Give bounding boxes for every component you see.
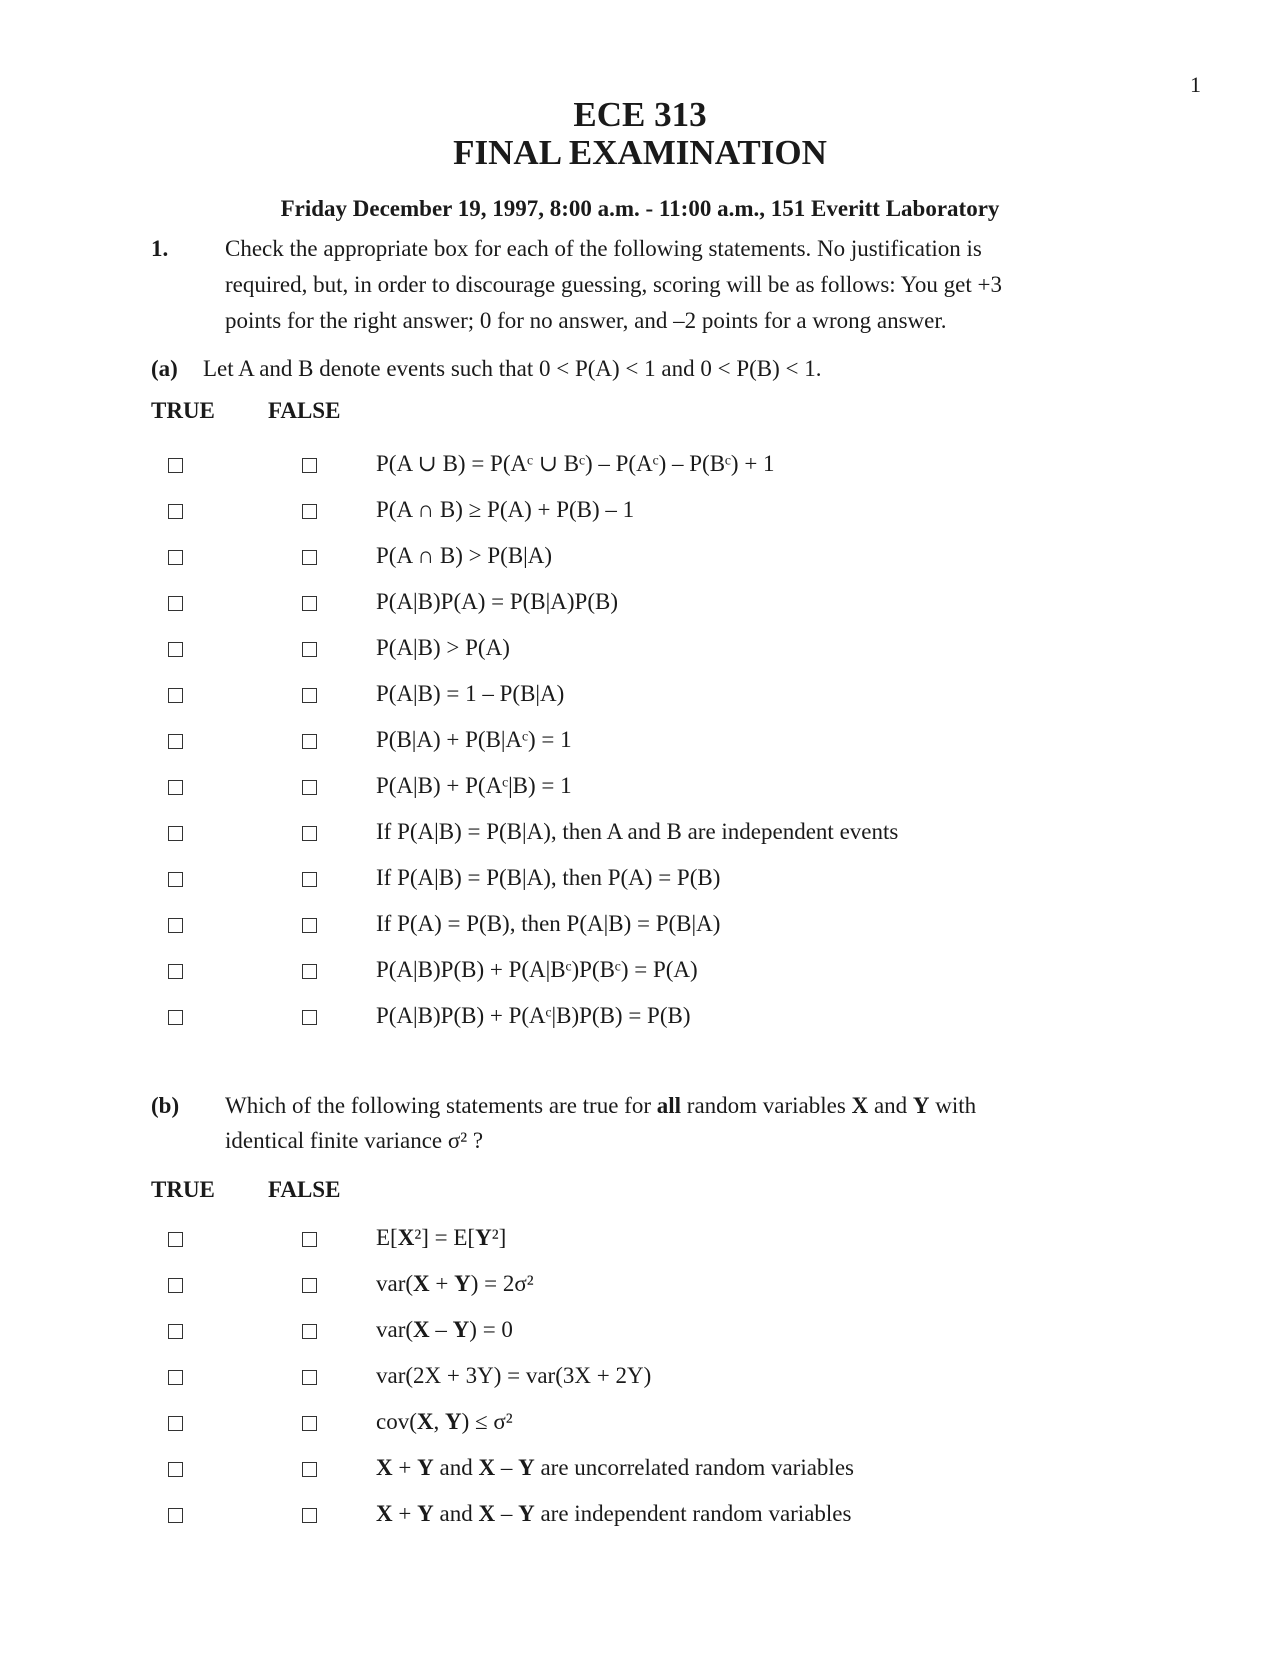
part-a-label: (a) — [151, 356, 178, 381]
part-a-false-checkbox[interactable] — [302, 504, 317, 519]
instructions-line-2: required, but, in order to discourage guessing, scoring will be as follows: You get +3 — [225, 272, 1002, 297]
part-b-text-all: all — [656, 1093, 682, 1118]
exam-course-title: ECE 313 — [573, 95, 707, 134]
question-number: 1. — [151, 236, 169, 261]
part-b-false-checkbox[interactable] — [302, 1370, 317, 1385]
part-a-true-header: TRUE — [151, 398, 215, 423]
part-b-text-line-1 — [225, 1093, 976, 1119]
part-a-statement: P(A|B) = 1 – P(B|A) — [376, 681, 565, 706]
part-b-false-checkbox[interactable] — [302, 1278, 317, 1293]
part-a-statement: If P(A|B) = P(B|A), then P(A) = P(B) — [376, 865, 721, 890]
part-b-true-checkbox[interactable] — [168, 1278, 183, 1293]
part-b-false-checkbox[interactable] — [302, 1416, 317, 1431]
part-a-false-checkbox[interactable] — [302, 964, 317, 979]
part-b-true-checkbox[interactable] — [168, 1232, 183, 1247]
part-b-statement: var(X + Y) = 2σ² — [376, 1271, 534, 1296]
part-a-false-checkbox[interactable] — [302, 642, 317, 657]
part-a-true-checkbox[interactable] — [168, 826, 183, 841]
part-a-false-checkbox[interactable] — [302, 458, 317, 473]
part-a-true-checkbox[interactable] — [168, 550, 183, 565]
part-a-false-checkbox[interactable] — [302, 596, 317, 611]
part-b-true-checkbox[interactable] — [168, 1370, 183, 1385]
part-b-false-checkbox[interactable] — [302, 1232, 317, 1247]
part-b-statement: var(X – Y) = 0 — [376, 1317, 513, 1342]
part-b-statement: var(2X + 3Y) = var(3X + 2Y) — [376, 1363, 652, 1388]
part-b-statement: E[X²] = E[Y²] — [376, 1225, 507, 1250]
part-a-statement: P(A ∪ B) = P(Aᶜ ∪ Bᶜ) – P(Aᶜ) – P(Bᶜ) + 1 — [376, 451, 775, 476]
part-b-label: (b) — [151, 1093, 180, 1118]
part-b-true-header: TRUE — [151, 1177, 215, 1202]
part-a-statement: P(A|B)P(B) + P(A|Bᶜ)P(Bᶜ) = P(A) — [376, 957, 698, 982]
part-a-false-checkbox[interactable] — [302, 826, 317, 841]
part-a-text: Let A and B denote events such that 0 < P(A) < 1 and 0 < P(B) < 1. — [203, 356, 822, 381]
part-a-true-checkbox[interactable] — [168, 734, 183, 749]
part-b-text-with: with — [929, 1093, 977, 1118]
part-b-statement: X + Y and X – Y are uncorrelated random variables — [376, 1455, 854, 1480]
part-a-statement: P(A|B)P(B) + P(Aᶜ|B)P(B) = P(B) — [376, 1003, 691, 1028]
part-b-var-y: Y — [912, 1093, 930, 1118]
part-a-true-checkbox[interactable] — [168, 458, 183, 473]
part-a-statement: P(A|B) + P(Aᶜ|B) = 1 — [376, 773, 572, 798]
part-a-true-checkbox[interactable] — [168, 780, 183, 795]
part-b-true-checkbox[interactable] — [168, 1324, 183, 1339]
part-a-statement: P(A|B) > P(A) — [376, 635, 510, 660]
part-a-statement: P(A|B)P(A) = P(B|A)P(B) — [376, 589, 618, 614]
part-a-true-checkbox[interactable] — [168, 872, 183, 887]
part-a-false-checkbox[interactable] — [302, 918, 317, 933]
part-a-statement: P(A ∩ B) ≥ P(A) + P(B) – 1 — [376, 497, 635, 522]
part-b-statement: X + Y and X – Y are independent random variables — [376, 1501, 852, 1526]
part-a-statement: P(A ∩ B) > P(B|A) — [376, 543, 553, 568]
part-a-true-checkbox[interactable] — [168, 504, 183, 519]
part-b-false-checkbox[interactable] — [302, 1324, 317, 1339]
part-a-false-checkbox[interactable] — [302, 688, 317, 703]
instructions-line-3: points for the right answer; 0 for no answer, and –2 points for a wrong answer. — [225, 308, 947, 333]
part-a-true-checkbox[interactable] — [168, 1010, 183, 1025]
part-b-false-header: FALSE — [268, 1177, 341, 1202]
part-b-text-and: and — [868, 1093, 913, 1118]
instructions-line-1: Check the appropriate box for each of the following statements. No justification is — [225, 236, 982, 261]
exam-dateline: Friday December 19, 1997, 8:00 a.m. - 11:00 a.m., 151 Everitt Laboratory — [280, 196, 1000, 221]
part-b-var-x: X — [851, 1093, 869, 1118]
part-a-false-checkbox[interactable] — [302, 872, 317, 887]
page-number: 1 — [1190, 72, 1201, 97]
part-b-text-line-2: identical finite variance σ² ? — [225, 1128, 484, 1153]
part-a-false-checkbox[interactable] — [302, 734, 317, 749]
part-a-statement: If P(A|B) = P(B|A), then A and B are independent events — [376, 819, 899, 844]
part-b-text-mid: random variables — [681, 1093, 852, 1118]
part-a-true-checkbox[interactable] — [168, 596, 183, 611]
part-a-statement: P(B|A) + P(B|Aᶜ) = 1 — [376, 727, 572, 752]
part-b-false-checkbox[interactable] — [302, 1462, 317, 1477]
part-a-false-checkbox[interactable] — [302, 1010, 317, 1025]
part-a-true-checkbox[interactable] — [168, 964, 183, 979]
part-a-statement: If P(A) = P(B), then P(A|B) = P(B|A) — [376, 911, 721, 936]
part-a-true-checkbox[interactable] — [168, 642, 183, 657]
part-b-text-pre: Which of the following statements are true for — [225, 1093, 657, 1118]
part-a-false-checkbox[interactable] — [302, 550, 317, 565]
part-b-statement: cov(X, Y) ≤ σ² — [376, 1409, 513, 1434]
exam-title: FINAL EXAMINATION — [453, 133, 827, 172]
part-a-true-checkbox[interactable] — [168, 918, 183, 933]
part-a-false-header: FALSE — [268, 398, 341, 423]
part-b-true-checkbox[interactable] — [168, 1462, 183, 1477]
part-b-false-checkbox[interactable] — [302, 1508, 317, 1523]
part-a-true-checkbox[interactable] — [168, 688, 183, 703]
part-b-true-checkbox[interactable] — [168, 1416, 183, 1431]
part-b-true-checkbox[interactable] — [168, 1508, 183, 1523]
part-a-false-checkbox[interactable] — [302, 780, 317, 795]
